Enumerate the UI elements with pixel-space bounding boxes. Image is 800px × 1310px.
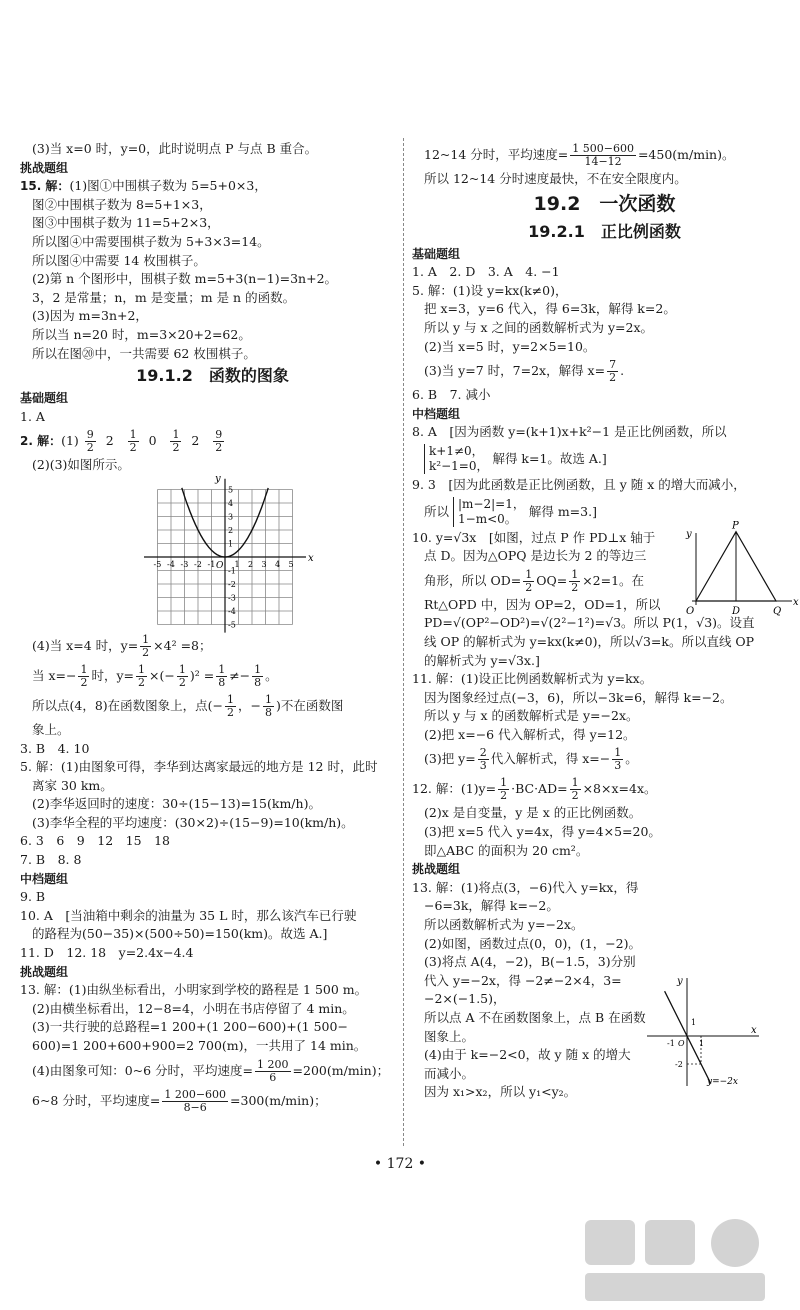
subsection-title: 19.2.1 正比例函数 (528, 221, 681, 241)
answer-line: 11. 解：(1)设正比例函数解析式为 y=kx。 (412, 671, 653, 687)
group-heading: 基础题组 (20, 391, 69, 406)
text-line: (4)由于 k=−2<0，故 y 随 x 的增大 (424, 1047, 631, 1063)
text-line: 所以图④中需要围棋子数为 5+3×3=14。 (32, 233, 270, 249)
question-number: 15. 解： (20, 179, 70, 194)
y-tick-label: -2 (228, 579, 236, 589)
text-line: −2×(−1.5)， (424, 991, 506, 1007)
answer-line: 8. A [因为函数 y=(k+1)x+k²−1 是正比例函数，所以 (412, 424, 727, 440)
section-title: 19.1.2 函数的图象 (136, 366, 289, 386)
text-line: 角形，所以 OD= $\frac{1}{2}$ OQ= $\frac{1}{2}$ ×2=1。在 (424, 567, 645, 594)
text-line: (1)图①中围棋子数为 5=5+0×3， (69, 178, 267, 194)
text-line: 图②中围棋子数为 8=5+1×3， (32, 196, 212, 212)
text-line: 所以图④中需要 14 枚围棋子。 (32, 252, 206, 268)
y-axis-label: y (677, 975, 683, 987)
y-tick-label: 4 (228, 498, 234, 508)
fraction: $\frac{9}{2}$ (86, 428, 94, 455)
line-graph (647, 974, 767, 1094)
label-o: O (686, 605, 695, 617)
text-line: (2)当 x=5 时，y=2×5=10。 (424, 338, 596, 354)
x-tick-label: 4 (275, 559, 281, 569)
fraction: $\frac{1}{2}$ (172, 428, 180, 455)
right-column (412, 140, 797, 1102)
text-line: 把 x=3，y=6 代入，得 6=3k，解得 k=2。 (424, 301, 676, 317)
answer-line: 11. D 12. 18 y=2.4x−4.4 (20, 945, 194, 961)
x-tick-label: -2 (194, 559, 202, 569)
label-q: Q (773, 605, 782, 617)
x-tick-label: -5 (153, 559, 162, 569)
text-line: 即△ABC 的面积为 20 cm²。 (424, 842, 589, 858)
y-tick-label: -2 (675, 1059, 683, 1069)
y-tick-label: 2 (228, 525, 234, 535)
label-p: P (732, 520, 739, 532)
text-line: (2)李华返回时的速度：30÷(15−13)=15(km/h)。 (32, 796, 321, 812)
answer-line: 1. A (20, 408, 45, 424)
left-column (20, 140, 405, 1116)
x-tick-label: 2 (248, 559, 254, 569)
text-line: 图象上。 (424, 1028, 475, 1044)
text-line: 所以 y 与 x 之间的函数解析式为 y=2x。 (424, 319, 654, 335)
y-tick-label: -3 (228, 593, 236, 603)
text-line: 象上。 (32, 721, 70, 737)
text-line: (2)由横坐标看出，12−8=4，小明在书店停留了 4 min。 (32, 1000, 355, 1016)
answer-line: 10. y=√3x [如图，过点 P 作 PD⊥x 轴于 (412, 529, 656, 545)
parabola-graph (20, 475, 405, 631)
answer-line: 2. 解：(1) $\frac{9}{2}$ 2 $\frac{1}{2}$ 0 $\frac{1}{2}$ 2 $\frac{9}{2}$ (20, 428, 223, 455)
fraction: $\frac{1}{2}$ (142, 632, 150, 659)
fraction: $\frac{7}{2}$ (609, 358, 617, 385)
text-line: 所以 y 与 x 的函数解析式是 y=−2x。 (424, 708, 639, 724)
origin-label: O (216, 560, 224, 571)
answer-line: 13. 解：(1)由纵坐标看出，小明家到学校的路程是 1 500 m。 (20, 982, 368, 998)
fraction: $\frac{1 200}{6}$ (257, 1057, 289, 1084)
group-heading: 挑战题组 (20, 964, 69, 979)
text-line: (2)(3)如图所示。 (32, 457, 130, 473)
text-line: 3，2 是常量；n，m 是变量；m 是 n 的函数。 (32, 289, 296, 305)
equation-system: k+1≠0， k²−1=0， (424, 444, 488, 474)
watermark-logo (575, 1215, 775, 1305)
origin-label: O (678, 1038, 685, 1048)
x-tick-label: -3 (180, 559, 189, 569)
page-number: • 172 • (373, 1156, 427, 1172)
text-line: (3)当 x=0 时，y=0，此时说明点 P 与点 B 重合。 (32, 141, 318, 156)
text-line: 6~8 分时，平均速度= $\frac{1 200-600}{8-6}$ =300(m/min)； (32, 1087, 327, 1114)
group-heading: 挑战题组 (412, 862, 461, 877)
y-tick-label: -5 (228, 620, 236, 630)
q13-block (412, 879, 797, 1102)
text-line: (3)把 x=5 代入 y=4x，得 y=4×5=20。 (424, 824, 661, 840)
fraction: $\frac{1}{2}$ (129, 428, 137, 455)
text-line: 600)=1 200+600+900=2 700(m)，一共用了 14 min。 (32, 1038, 367, 1053)
text-line: 离家 30 km。 (32, 777, 113, 793)
label-d: D (732, 605, 741, 617)
x-tick-label: 1 (699, 1038, 705, 1048)
text-line: Rt△OPD 中，因为 OP=2，OD=1，所以 (424, 596, 661, 612)
q10-block (412, 520, 799, 671)
text-line: (3)李华全程的平均速度：(30×2)÷(15−9)=10(km/h)。 (32, 814, 354, 830)
y-tick-label: -4 (228, 606, 236, 616)
answer-line: 9. 3 [因为此函数是正比例函数，且 y 随 x 的增大而减小， (412, 476, 746, 492)
text-line: (3)一共行驶的总路程=1 200+(1 200−600)+(1 500− (32, 1019, 348, 1035)
answer-line: 3. B 4. 10 (20, 740, 90, 756)
section-title: 19.2 一次函数 (533, 192, 676, 215)
line-y-neg2x (665, 991, 711, 1083)
text-line: (3)将点 A(4，−2)，B(−1.5，3)分别 (424, 954, 636, 970)
text-line: (2)把 x=−6 代入解析式，得 y=12。 (424, 726, 636, 742)
x-tick-label: 1 (234, 559, 240, 569)
question-number: 2. 解： (20, 434, 62, 449)
fraction: $\frac{1 500-600}{14-12}$ (572, 142, 634, 168)
text-line: 所以点 A 不在函数图象上，点 B 在函数 (424, 1010, 646, 1025)
text-line: (4)由图象可知：0~6 分时，平均速度= $\frac{1 200}{6}$ =200(m/min)； (32, 1057, 390, 1084)
answer-line: 12. 解：(1)y= $\frac{1}{2}$ ·BC·AD= $\frac{1}{2}$ ×8×x=4x。 (412, 776, 657, 803)
answer-line: 5. 解：(1)由图象可得，李华到达离家最远的地方是 12 时，此时 (20, 759, 378, 775)
group-heading: 中档题组 (20, 871, 69, 886)
y-tick-label: 1 (691, 1017, 697, 1027)
x-tick-label: 3 (261, 559, 267, 569)
triangle-figure (682, 520, 799, 619)
text-line: 所以在图⑳中，一共需要 62 枚围棋子。 (32, 345, 256, 361)
x-tick-label: -1 (207, 559, 216, 569)
text-line: 所以 |m−2|=1， 1−m<0。 解得 m=3.] (424, 497, 597, 527)
x-tick-label: -1 (667, 1038, 675, 1048)
text-line: (3)因为 m=3n+2， (32, 308, 148, 324)
answer-line: 6. B 7. 减小 (412, 387, 491, 403)
y-tick-label: 5 (228, 485, 234, 495)
answer-line: 5. 解：(1)设 y=kx(k≠0)， (412, 282, 568, 298)
text-line: −6=3k，解得 k=−2。 (424, 898, 559, 914)
text-line: 所以点(4，8)在函数图象上，点(− $\frac{1}{2}$ ，− $\frac{1}{8}$ )不在函数图 (32, 692, 344, 719)
x-tick-label: 5 (288, 559, 294, 569)
text-line: (2)x 是自变量，y 是 x 的正比例函数。 (424, 805, 642, 821)
text-line: 因为图象经过点(−3，6)，所以−3k=6，解得 k=−2。 (424, 689, 733, 705)
text-line: 12~14 分时，平均速度= $\frac{1 500-600}{14-12}$ =450(m/min)。 (424, 142, 735, 168)
answer-line: 7. B 8. 8 (20, 852, 82, 868)
fraction: $\frac{9}{2}$ (215, 428, 223, 455)
text-line: (2)第 n 个图形中，围棋子数 m=5+3(n−1)=3n+2。 (32, 271, 338, 287)
text-line: 所以函数解析式为 y=−2x。 (424, 917, 584, 933)
fraction: $\frac{1 200-600}{8-6}$ (164, 1087, 227, 1114)
y-axis-label: y (686, 528, 692, 540)
group-heading: 基础题组 (412, 246, 461, 261)
text-line: PD=√(OP²−OD²)=√(2²−1²)=√3。所以 P(1，√3)。设直 (424, 615, 755, 631)
text-line: 代入 y=−2x，得 −2≠−2×4，3= (424, 972, 622, 988)
x-tick-label: -4 (167, 559, 175, 569)
answer-line: 13. 解：(1)将点(3，−6)代入 y=kx，得 (412, 879, 639, 895)
text-line: (3)把 y= $\frac{2}{3}$ 代入解析式，得 x=− $\frac{1}{3}$ 。 (424, 746, 638, 773)
y-tick-label: -1 (228, 566, 236, 576)
answer-line: 9. B (20, 889, 46, 905)
x-axis-label: x (308, 552, 314, 564)
answer-line: 6. 3 6 9 12 15 18 (20, 833, 170, 849)
text-line: k+1≠0， k²−1=0， 解得 k=1。故选 A.] (412, 442, 797, 476)
x-axis-label: x (793, 596, 799, 608)
text-line: 的路程为(50−35)×(500÷50)=150(km)。故选 A.] (32, 926, 328, 942)
text-line: 图③中围棋子数为 11=5+2×3， (32, 215, 220, 231)
group-heading: 挑战题组 (20, 160, 69, 175)
text-line: 的解析式为 y=√3x.] (424, 652, 540, 668)
x-axis-label: x (751, 1024, 757, 1036)
y-tick-label: 1 (228, 539, 234, 549)
text-line: 所以 12~14 分时速度最快，不在安全限度内。 (424, 171, 687, 186)
text-line: (4)当 x=4 时，y= $\frac{1}{2}$ ×4² =8； (32, 632, 212, 659)
text-line: 点 D。因为△OPQ 是边长为 2 的等边三 (424, 548, 647, 564)
text-line: 线 OP 的解析式为 y=kx(k≠0)，所以√3=k。所以直线 OP (424, 633, 755, 649)
y-axis-label: y (215, 473, 221, 485)
text-line: 而减小。 (424, 1065, 475, 1081)
parabola-graph-svg (20, 475, 405, 631)
group-heading: 中档题组 (412, 406, 461, 421)
line-label: y=−2x (707, 1076, 738, 1087)
answer-line: 10. A [当油箱中剩余的油量为 35 L 时，那么该汽车已行驶 (20, 907, 357, 923)
equation-system: |m−2|=1， 1−m<0。 (453, 497, 525, 527)
answer-line: 1. A 2. D 3. A 4. −1 (412, 264, 560, 280)
text-line: 因为 x₁>x₂，所以 y₁<y₂。 (424, 1084, 577, 1100)
text-line: 所以当 n=20 时，m=3×20+2=62。 (32, 326, 251, 342)
text-line: (2)如图，函数过点(0，0)，(1，−2)。 (424, 935, 641, 951)
text-line: (3)当 y=7 时，7=2x，解得 x= $\frac{7}{2}$ . (424, 358, 625, 385)
y-tick-label: 3 (228, 512, 234, 522)
text-line: 当 x=− $\frac{1}{2}$ 时，y= $\frac{1}{2}$ ×(− $\frac{1}{2}$ )² = $\frac{1}{8}$ ≠− $\frac{1}{8}$ 。 (32, 662, 278, 689)
